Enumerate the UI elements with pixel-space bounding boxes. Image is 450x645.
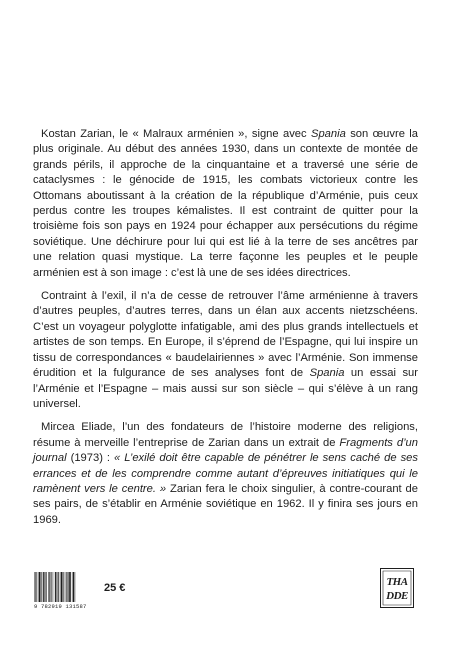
barcode-bar xyxy=(57,572,58,602)
barcode-bar xyxy=(51,572,52,602)
barcode-bar xyxy=(63,572,64,602)
barcode-bar xyxy=(55,572,56,602)
publisher-logo-icon xyxy=(380,568,414,608)
text-run: Contraint à l’exil, il n’a de cesse de retrouver l’âme arménienne à travers d’autres peuples, d’autres terres, dans un élan aux accents nietzschéens. C’est un voyageur polyglotte infatigable, ami des plus grands intellectuels et artistes de son temps. En Europe, il s’éprend de l’Espagne, qui lui inspire un tissu de correspondances « baudelairiennes » avec l’Arménie. Son immense érudition et la fulgurance de ses analyses font de xyxy=(33,290,418,380)
back-cover-text xyxy=(33,127,418,534)
barcode-bar xyxy=(65,572,66,602)
italic-text: « L’exilé doit être capable de pénétrer le sens caché de ses errances et de les comprendre comme autant d’épreuves initiatiques qui le ramènent vers le centre. » xyxy=(33,452,418,495)
italic-text: Spania xyxy=(310,128,346,140)
italic-text: Spania xyxy=(309,367,345,380)
text-run: son œuvre la plus originale. Au début des années 1930, dans un contexte de montée de grands périls, il approche de la cinquantaine et a traversé une série de cataclysmes : le génocide de 1915, les combats victorieux contre les Ottomans aboutissant à la création de la république d’Arménie, puis ceux perdus contre les troupes kémalistes. Il est contraint de quitter pour la troisième fois son pays en 1924 pour échapper aux persécutions du régime soviétique. Une déchirure pour lui qui est lié à la terre de ses ancêtres par une relation quasi mystique. La terre façonne les peuples et le peuple arménien est à son image : c’est là une de ses idées directrices. xyxy=(33,128,418,279)
publisher-logo xyxy=(380,568,414,608)
barcode-bar xyxy=(38,572,39,602)
barcode-digits: 9 782919 131587 xyxy=(34,603,87,610)
text-run: Zarian fera le choix singulier, à contre-courant de ses pairs, de s’établir en Arménie soviétique en 1962. Il y finira ses jours en 1969. xyxy=(33,482,418,526)
barcode-bar xyxy=(61,572,63,602)
svg-text:THA: THA xyxy=(386,576,408,588)
barcode-bar xyxy=(58,572,59,602)
text-run: Mircea Eliade, l’un des fondateurs de l’histoire moderne des religions, résume à merveille l’entreprise de Zarian dans un extrait de xyxy=(33,421,418,449)
barcode-bar xyxy=(36,572,37,602)
barcode-bar xyxy=(66,572,67,602)
barcode-bar xyxy=(68,572,69,602)
barcode-bars-icon xyxy=(34,572,98,602)
barcode-bar xyxy=(43,572,44,602)
barcode-bar xyxy=(39,572,41,602)
barcode-bar xyxy=(49,572,50,602)
paragraph xyxy=(33,127,418,281)
text-run: Kostan Zarian, le « Malraux arménien », signe avec xyxy=(41,128,311,140)
price: 25 € xyxy=(104,582,126,594)
italic-text: Fragments d’un journal xyxy=(33,436,419,465)
svg-text:DDE: DDE xyxy=(386,590,408,602)
barcode-bar xyxy=(75,572,76,602)
barcode-bar xyxy=(41,572,42,602)
barcode-bar xyxy=(69,572,71,602)
barcode-bar xyxy=(35,572,36,602)
barcode-bar xyxy=(73,572,74,602)
barcode-bar xyxy=(60,572,61,602)
paragraph xyxy=(33,289,418,412)
text-run: un essai sur l’Arménie et l’Espagne – mais aussi sur son siècle – qui s’élève à un rang universel. xyxy=(33,367,418,410)
barcode-bar xyxy=(46,572,47,602)
paragraph xyxy=(33,420,418,528)
barcode-bar xyxy=(53,572,54,602)
text-run: (1973) : xyxy=(66,452,115,465)
barcode-bar xyxy=(72,572,73,602)
barcode-bar xyxy=(44,572,45,602)
barcode-bar xyxy=(48,572,49,602)
barcode xyxy=(34,572,98,612)
